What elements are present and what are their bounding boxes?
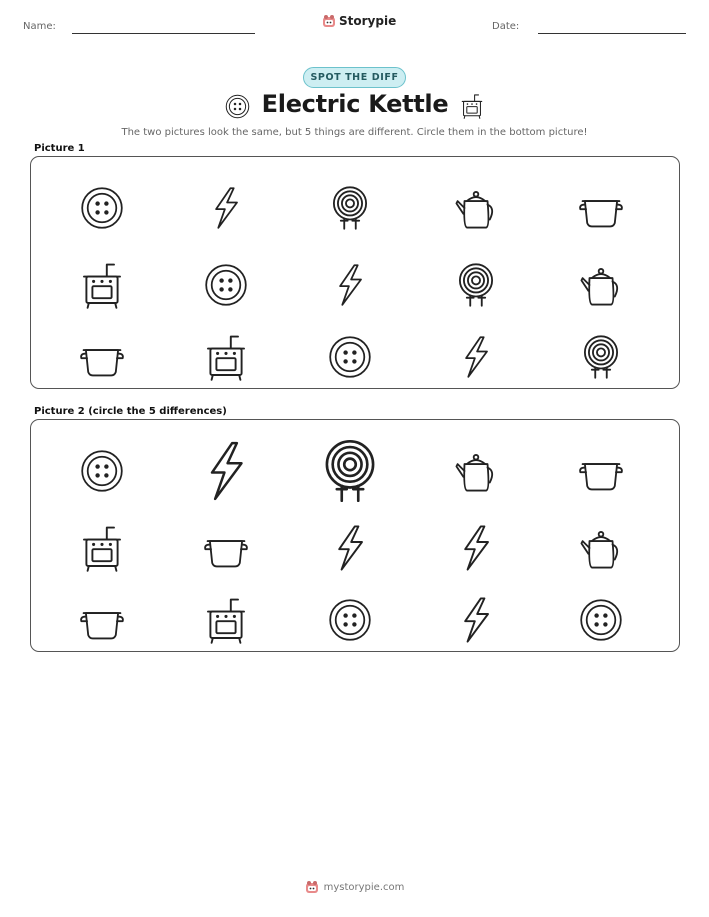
picture-1-cell-r2-c3[interactable]	[320, 255, 380, 315]
picture-2-cell-r1-c2[interactable]	[196, 441, 256, 501]
bolt-icon	[452, 596, 500, 644]
coil-icon	[317, 438, 383, 504]
button-icon	[328, 335, 372, 379]
picture-1-cell-r3-c3[interactable]	[320, 327, 380, 387]
button-icon	[328, 598, 372, 642]
picture-2-cell-r1-c5[interactable]	[571, 441, 631, 501]
picture-2-cell-r3-c2[interactable]	[196, 590, 256, 650]
coil-icon	[453, 262, 499, 308]
pot-icon	[578, 448, 624, 494]
storypie-footer-logo-icon	[305, 880, 319, 894]
picture-1-cell-r2-c4[interactable]	[446, 255, 506, 315]
stove-icon	[459, 93, 485, 119]
stove-icon	[202, 333, 250, 381]
brand-name: Storypie	[339, 14, 397, 28]
picture-1-cell-r3-c4[interactable]	[446, 327, 506, 387]
button-icon	[204, 263, 248, 307]
stove-icon	[78, 261, 126, 309]
picture-2-cell-r3-c4[interactable]	[446, 590, 506, 650]
instructions: The two pictures look the same, but 5 things are different. Circle them in the bottom picture!	[121, 127, 588, 138]
picture-1-label: Picture 1	[34, 143, 85, 154]
picture-1-cell-r2-c1[interactable]	[72, 255, 132, 315]
pot-icon	[79, 334, 125, 380]
coil-icon	[578, 334, 624, 380]
picture-2-cell-r1-c1[interactable]	[72, 441, 132, 501]
button-icon	[80, 449, 124, 493]
pot-icon	[203, 525, 249, 571]
kettle-icon	[453, 185, 499, 231]
kettle-icon	[578, 525, 624, 571]
date-line[interactable]	[538, 33, 686, 34]
footer	[0, 880, 709, 894]
date-label: Date:	[492, 21, 520, 32]
coil-icon	[327, 185, 373, 231]
picture-1-cell-r1-c1[interactable]	[72, 178, 132, 238]
stove-icon	[459, 93, 485, 123]
bolt-icon	[195, 440, 257, 502]
spot-the-diff-badge: SPOT THE DIFF	[303, 67, 406, 88]
picture-2-cell-r1-c3[interactable]	[320, 441, 380, 501]
picture-1-cell-r1-c3[interactable]	[320, 178, 380, 238]
picture-2-cell-r3-c5[interactable]	[571, 590, 631, 650]
kettle-icon	[578, 262, 624, 308]
picture-1-panel	[30, 156, 680, 389]
picture-2-label: Picture 2 (circle the 5 differences)	[34, 406, 227, 417]
button-icon	[80, 186, 124, 230]
picture-2-cell-r2-c2[interactable]	[196, 518, 256, 578]
pot-icon	[578, 185, 624, 231]
picture-2-panel	[30, 419, 680, 652]
bolt-icon	[326, 524, 374, 572]
picture-1-cell-r3-c5[interactable]	[571, 327, 631, 387]
name-label: Name:	[23, 21, 56, 32]
picture-2-cell-r1-c4[interactable]	[446, 441, 506, 501]
bolt-icon	[204, 186, 248, 230]
picture-2-cell-r3-c3[interactable]	[320, 590, 380, 650]
picture-2-cell-r2-c4[interactable]	[446, 518, 506, 578]
bolt-icon	[452, 524, 500, 572]
brand	[322, 14, 396, 28]
picture-2-cell-r2-c1[interactable]	[72, 518, 132, 578]
picture-2-cell-r3-c1[interactable]	[72, 590, 132, 650]
picture-2-cell-r2-c5[interactable]	[571, 518, 631, 578]
bolt-icon	[328, 263, 372, 307]
footer-url[interactable]: mystorypie.com	[323, 881, 405, 893]
picture-1-cell-r1-c4[interactable]	[446, 178, 506, 238]
pot-icon	[79, 597, 125, 643]
bolt-icon	[454, 335, 498, 379]
stove-icon	[202, 596, 250, 644]
picture-1-cell-r2-c5[interactable]	[571, 255, 631, 315]
storypie-logo-icon	[322, 14, 336, 28]
button-icon	[579, 598, 623, 642]
stove-icon	[78, 524, 126, 572]
picture-2-cell-r2-c3[interactable]	[320, 518, 380, 578]
kettle-icon	[453, 448, 499, 494]
page-title: Electric Kettle	[261, 90, 449, 118]
picture-1-cell-r3-c1[interactable]	[72, 327, 132, 387]
picture-1-cell-r2-c2[interactable]	[196, 255, 256, 315]
name-line[interactable]	[72, 33, 255, 34]
picture-1-cell-r1-c5[interactable]	[571, 178, 631, 238]
picture-1-cell-r1-c2[interactable]	[196, 178, 256, 238]
picture-1-cell-r3-c2[interactable]	[196, 327, 256, 387]
